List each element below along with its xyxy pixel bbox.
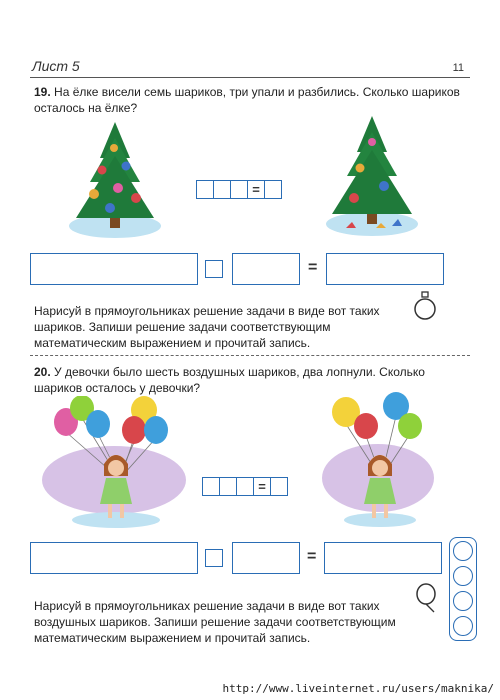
balloon-circle[interactable]: [453, 541, 473, 561]
girl-six-balloons-illustration: [36, 396, 192, 534]
page-number: 11: [452, 62, 464, 74]
section-divider: [30, 355, 470, 356]
balloon: [354, 413, 378, 439]
task-20-answer-equals: =: [307, 548, 317, 565]
balloon-circle[interactable]: [453, 616, 473, 636]
task-19-small-expression-boxes: [196, 180, 281, 199]
task-19-question: На ёлке висели семь шариков, три упали и разбились. Сколько шариков осталось на ёлке?: [34, 85, 460, 115]
balloon-circles-column: [449, 537, 477, 641]
christmas-tree-fallen-illustration: [322, 112, 422, 240]
balloon: [86, 410, 110, 438]
balloon: [122, 416, 146, 444]
task-20-operator-box[interactable]: [205, 549, 223, 567]
task-19-operator-box[interactable]: [205, 260, 223, 278]
ornament-ball: [356, 164, 365, 173]
expression-equals: =: [247, 180, 265, 199]
task-19-instruction: Нарисуй в прямоугольниках решение задачи в виде вот таких шариков. Запиши решение задачи соответствующим математическим выражением и прочитай запись.: [34, 304, 380, 350]
girl-four-balloons-illustration: [318, 390, 438, 534]
balloon: [144, 416, 168, 444]
task-20-drawing-box-2[interactable]: [232, 542, 300, 574]
expression-equals: =: [253, 477, 271, 496]
ground-shadow: [72, 512, 160, 528]
task-19-answer-equals: =: [308, 259, 318, 276]
expression-cell[interactable]: [219, 477, 237, 496]
balloon: [398, 413, 422, 439]
expression-cell[interactable]: [264, 180, 282, 199]
ornament-ball: [98, 166, 107, 175]
ornament-ball: [89, 189, 99, 199]
ornament-ball: [110, 144, 118, 152]
ornament-ball: [131, 193, 141, 203]
task-20-instruction: Нарисуй в прямоугольниках решение задачи в виде вот таких воздушных шариков. Запиши решение задачи соответствующим математическим выражением и прочитай запись.: [34, 599, 396, 645]
ornament-ball-icon: [412, 290, 438, 322]
balloon-circle[interactable]: [453, 566, 473, 586]
ornament-ball: [368, 138, 376, 146]
ornament-ball: [349, 193, 359, 203]
ground-shadow: [344, 513, 416, 527]
task-19-drawing-box-2[interactable]: [232, 253, 300, 285]
ornament-ball: [379, 181, 389, 191]
task-20-drawing-box-1[interactable]: [30, 542, 198, 574]
expression-cell[interactable]: [196, 180, 214, 199]
expression-cell[interactable]: [230, 180, 248, 199]
ornament-ball: [105, 203, 115, 213]
page-header: [30, 56, 470, 78]
balloon-outline-icon: [414, 582, 440, 614]
task-19-drawing-box-result[interactable]: [326, 253, 444, 285]
expression-cell[interactable]: [202, 477, 220, 496]
christmas-tree-full-illustration: [66, 118, 164, 240]
task-19-drawing-box-1[interactable]: [30, 253, 198, 285]
task-20-drawing-box-result[interactable]: [324, 542, 442, 574]
task-20-question: У девочки было шесть воздушных шариков, два лопнули. Сколько шариков осталось у девочки?: [34, 365, 425, 395]
expression-cell[interactable]: [270, 477, 288, 496]
sheet-title: Лист 5: [32, 58, 80, 74]
ornament-ball: [113, 183, 123, 193]
task-20-number: 20.: [34, 365, 51, 379]
ornament-ball: [122, 162, 131, 171]
expression-cell[interactable]: [236, 477, 254, 496]
tree-tier-bottom: [332, 150, 412, 214]
task-19-number: 19.: [34, 85, 51, 99]
source-url: http://www.liveinternet.ru/users/maknika/: [222, 682, 494, 695]
expression-cell[interactable]: [213, 180, 231, 199]
task-20-small-expression-boxes: [202, 477, 287, 496]
balloon-circle[interactable]: [453, 591, 473, 611]
